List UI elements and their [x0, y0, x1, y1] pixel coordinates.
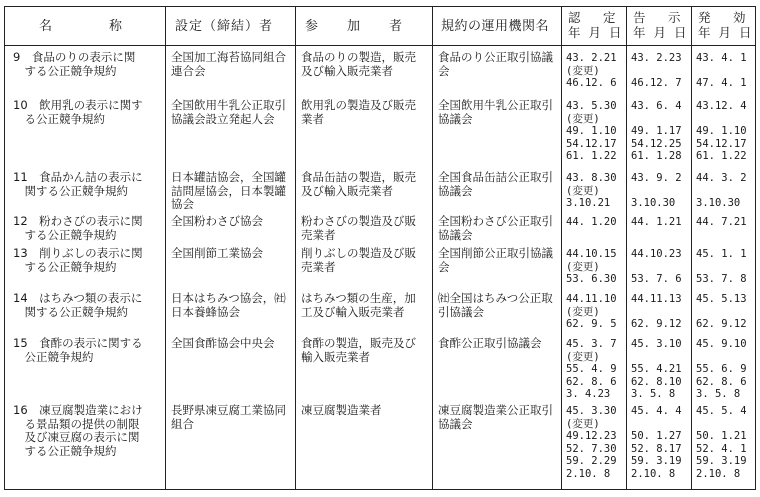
row-effective-date: 44. 7.21 — [696, 216, 747, 228]
row-approval-date: 45. 3.30 (変更) 49.12.23 52. 7.30 59. 2.29 2.10. 8 — [566, 405, 617, 480]
row-effective-date: 45. 5. 4 50. 1.21 52. 4. 1 59. 3.19 2.10. 8 — [696, 405, 747, 480]
row-effective-date: 43.12. 4 49. 1.10 54.12.17 61. 1.22 — [696, 100, 747, 162]
row-org: ㈳全国はちみつ公正取 引協議会 — [438, 291, 553, 319]
row-participant: 凍豆腐製造業者 — [301, 403, 382, 417]
row-org: 食酢公正取引協議会 — [438, 336, 542, 350]
row-effective-date: 45. 9.10 55. 6. 9 62. 8. 6 3. 5. 8 — [696, 338, 747, 400]
row-name: 11 食品かん詰の表示に 関する公正競争規約 — [13, 170, 143, 198]
row-setter: 日本罐詰協会，全国罐 詰問屋協会，日本製罐 協会 — [171, 170, 286, 211]
row-notice-date: 43. 9. 2 3.10.30 — [631, 172, 682, 209]
row-participant: 食品のりの製造，販売 及び輸入販売業者 — [301, 50, 416, 78]
row-name: 9 食品のりの表示に関 する公正競争規約 — [13, 50, 136, 78]
row-effective-date: 44. 3. 2 3.10.30 — [696, 172, 747, 209]
row-name: 15 食酢の表示に関する 公正競争規約 — [13, 336, 143, 364]
row-notice-date: 44. 1.21 — [631, 216, 682, 228]
row-org: 全国飲用牛乳公正取引 協議会 — [438, 98, 553, 126]
row-approval-date: 45. 3. 7 (変更) 55. 4. 9 62. 8. 6 3. 4.23 — [566, 338, 617, 400]
row-notice-date: 44.10.23 53. 7. 6 — [631, 248, 682, 285]
header-notice-date: 告 示 年 月 日 — [633, 10, 689, 40]
column-divider — [691, 7, 692, 489]
header-setter: 設定（締結）者 — [175, 19, 274, 34]
row-setter: 長野県凍豆腐工業協同 組合 — [171, 403, 286, 431]
row-name: 14 はちみつ類の表示に 関する公正競争規約 — [13, 291, 143, 319]
row-setter: 全国削節工業協会 — [171, 246, 263, 260]
row-participant: 粉わさびの製造及び販 売業者 — [301, 214, 416, 242]
row-effective-date: 45. 1. 1 53. 7. 8 — [696, 248, 747, 285]
header-effective-date: 発 効 年 月 日 — [698, 10, 754, 40]
row-org: 全国粉わさび公正取引 協議会 — [438, 214, 553, 242]
header-org: 規約の運用機関名 — [441, 19, 550, 34]
row-setter: 全国食酢協会中央会 — [171, 336, 275, 350]
row-effective-date: 45. 5.13 62. 9.12 — [696, 293, 747, 330]
row-approval-date: 43. 8.30 (変更) 3.10.21 — [566, 172, 617, 209]
row-approval-date: 43. 5.30 (変更) 49. 1.10 54.12.17 61. 1.22 — [566, 100, 617, 162]
row-setter: 全国加工海苔協同組合 連合会 — [171, 50, 286, 78]
row-notice-date: 43. 2.23 46.12. 7 — [631, 52, 682, 89]
row-effective-date: 43. 4. 1 47. 4. 1 — [696, 52, 747, 89]
row-approval-date: 44.11.10 (変更) 62. 9. 5 — [566, 293, 617, 330]
column-divider — [295, 7, 296, 489]
row-approval-date: 43. 2.21 (変更) 46.12. 6 — [566, 52, 617, 89]
row-notice-date: 43. 6. 4 49. 1.17 54.12.25 61. 1.28 — [631, 100, 682, 162]
row-approval-date: 44. 1.20 — [566, 216, 617, 228]
row-notice-date: 45. 3.10 55. 4.21 62. 8.10 3. 5. 8 — [631, 338, 682, 400]
row-org: 全国食品缶詰公正取引 協議会 — [438, 170, 553, 198]
row-participant: はちみつ類の生産，加 工及び輸入販売業者 — [301, 291, 416, 319]
column-divider — [626, 7, 627, 489]
row-name: 12 粉わさびの表示に関 する公正競争規約 — [13, 214, 143, 242]
row-participant: 削りぶしの製造及び販 売業者 — [301, 246, 416, 274]
row-setter: 全国飲用牛乳公正取引 協議会設立発起人会 — [171, 98, 286, 126]
row-org: 食品のり公正取引協議 会 — [438, 50, 553, 78]
column-divider — [165, 7, 166, 489]
header-divider — [5, 45, 755, 46]
row-notice-date: 45. 4. 4 50. 1.27 52. 8.17 59. 3.19 2.10. 8 — [631, 405, 682, 480]
header-participant: 参 加 者 — [305, 19, 404, 34]
row-name: 10 飲用乳の表示に関す る公正競争規約 — [13, 98, 143, 126]
row-participant: 飲用乳の製造及び販売 業者 — [301, 98, 416, 126]
column-divider — [561, 7, 562, 489]
row-name: 13 削りぶしの表示に関 する公正競争規約 — [13, 246, 143, 274]
row-name: 16 凍豆腐製造業におけ る景品類の提供の制限 及び凍豆腐の表示に関 する公正競争規約 — [13, 403, 143, 458]
row-notice-date: 44.11.13 62. 9.12 — [631, 293, 682, 330]
header-name: 名 称 — [39, 19, 124, 34]
row-participant: 食酢の製造，販売及び 輸入販売業者 — [301, 336, 416, 364]
row-approval-date: 44.10.15 (変更) 53. 6.30 — [566, 248, 617, 285]
row-org: 凍豆腐製造業公正取引 協議会 — [438, 403, 553, 431]
header-approval-date: 認 定 年 月 日 — [568, 10, 624, 40]
row-setter: 日本はちみつ協会，㈳ 日本養蜂協会 — [171, 291, 286, 319]
column-divider — [432, 7, 433, 489]
row-setter: 全国粉わさび協会 — [171, 214, 263, 228]
regulation-table — [4, 6, 756, 490]
row-participant: 食品缶詰の製造，販売 及び輸入販売業者 — [301, 170, 416, 198]
row-org: 全国削節公正取引協議 会 — [438, 246, 553, 274]
